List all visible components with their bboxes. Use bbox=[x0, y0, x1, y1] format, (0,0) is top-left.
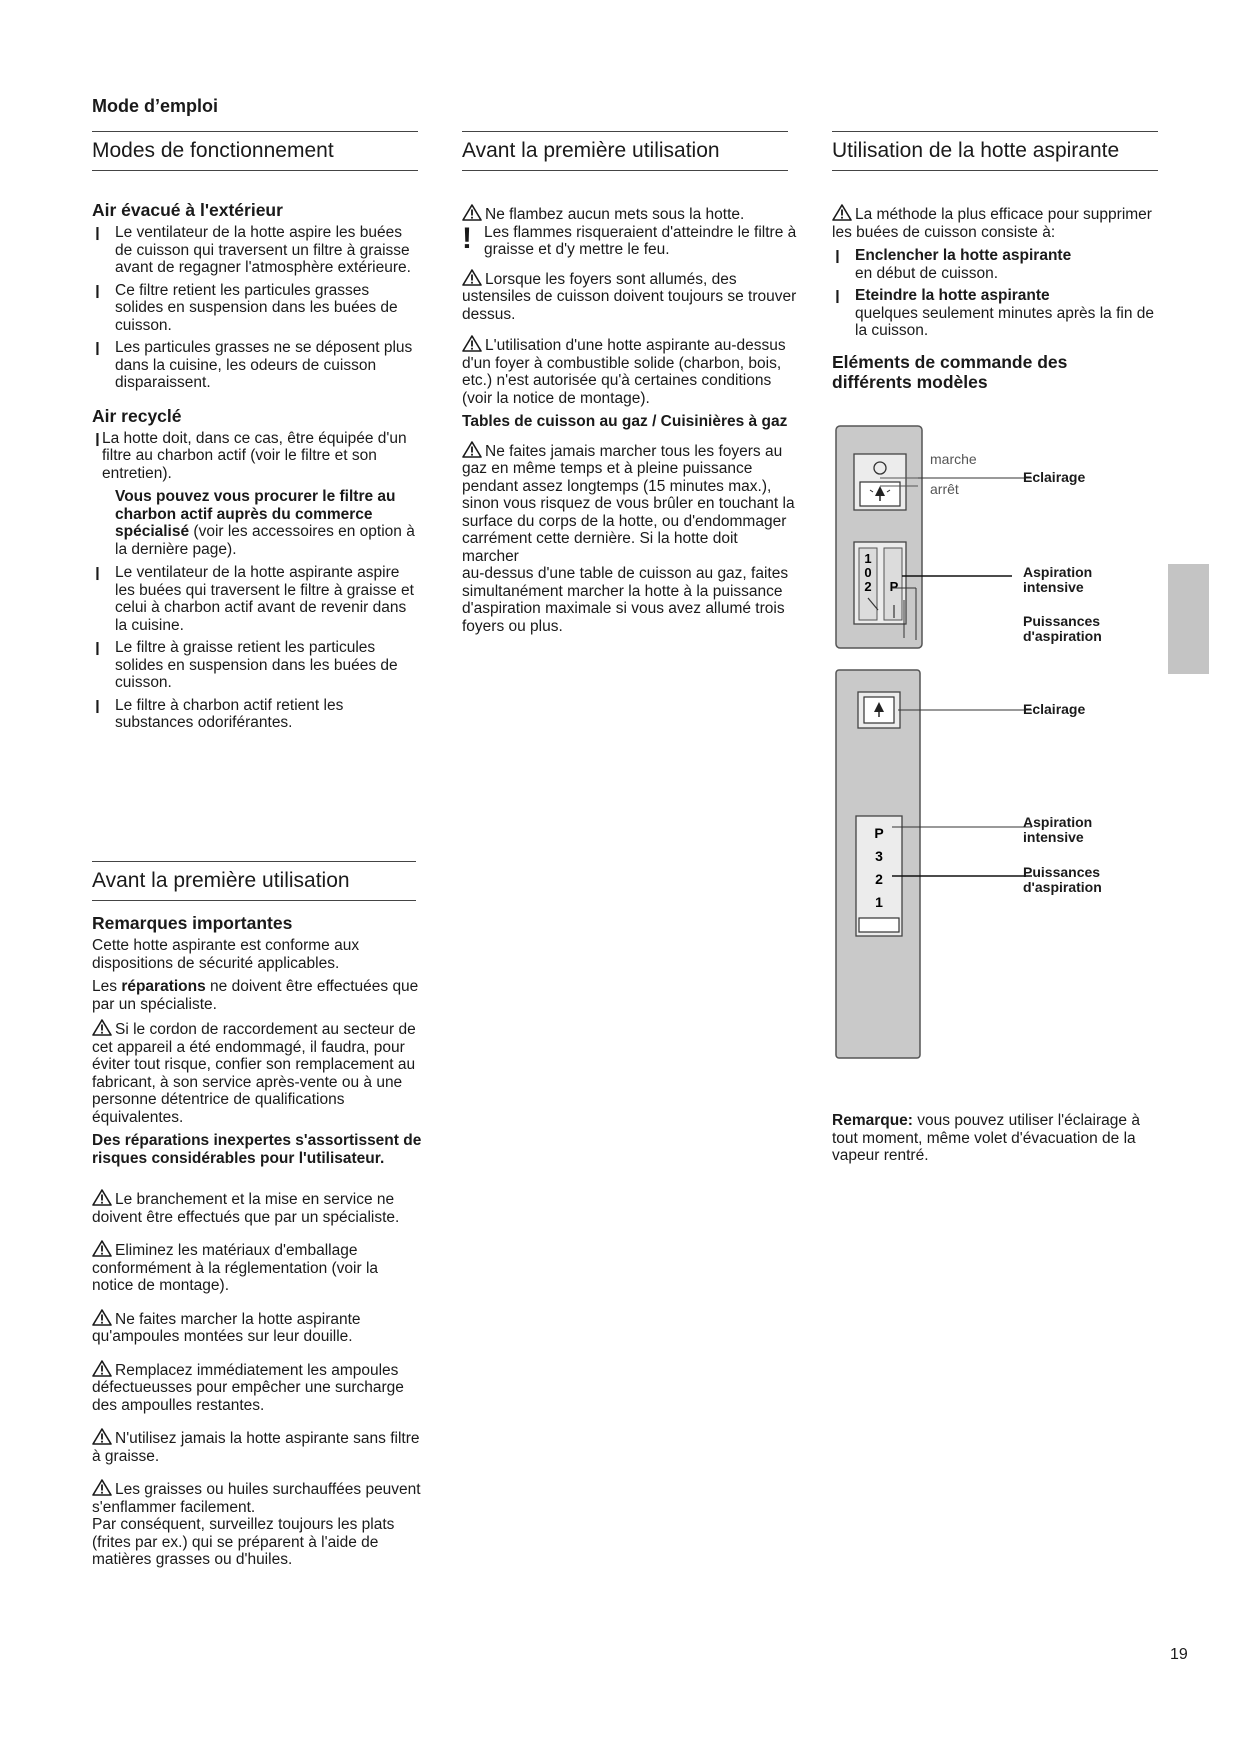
modes-column bbox=[92, 200, 420, 738]
bullet-icon: ❙ bbox=[92, 430, 103, 446]
para: Ne flambez aucun mets sous la hotte. bbox=[462, 204, 798, 224]
svg-text:1: 1 bbox=[875, 894, 883, 910]
bullet-icon: ❙ bbox=[832, 248, 843, 263]
level-2 bbox=[875, 871, 883, 887]
para: Ne faites marcher la hotte aspirante qu'ampoules montées sur leur douille. bbox=[92, 1310, 361, 1345]
warning-icon bbox=[832, 204, 852, 221]
label-marche: marche bbox=[930, 451, 977, 467]
list-item: ❙ La hotte doit, dans ce cas, être équipée d'un filtre au charbon actif (voir le filtre et son entretien). bbox=[92, 429, 407, 482]
warning-icon bbox=[92, 1309, 112, 1326]
side-tab bbox=[1168, 564, 1209, 674]
digit-0 bbox=[864, 565, 871, 580]
section-title-avant-1: Avant la première utilisation bbox=[92, 861, 416, 901]
warning-icon bbox=[92, 1240, 112, 1257]
label-aspiration-2: Aspiration intensive bbox=[1023, 814, 1093, 845]
svg-text:P: P bbox=[874, 825, 884, 841]
para: Par conséquent, surveillez toujours les plats (frites par ex.) qui se préparent à l'aide de matières grasses ou d'huiles. bbox=[92, 1516, 395, 1568]
label-eclairage-2: Eclairage bbox=[1023, 701, 1086, 717]
svg-text:2: 2 bbox=[875, 871, 883, 887]
bullet-icon: ❙ bbox=[92, 340, 103, 355]
bullet-icon: ❙ bbox=[92, 565, 103, 580]
para: ! Les flammes risqueraient d'atteindre le filtre à graisse et d'y mettre le feu. bbox=[462, 221, 797, 258]
heading-remarques: Remarques importantes bbox=[92, 913, 293, 933]
list-item: ❙ Ce filtre retient les particules grasses solides en suspension dans les buées de cuisson. bbox=[92, 281, 398, 334]
list-item: ❙ Le filtre à charbon actif retient les substances odoriférantes. bbox=[92, 696, 344, 731]
para: Le branchement et la mise en service ne doivent être effectués que par un spécialiste. bbox=[92, 1191, 400, 1226]
label-puissances-2: Puissances d'aspiration bbox=[1023, 864, 1102, 895]
para: Les graisses ou huiles surchauffées peuvent s'enflammer facilement. bbox=[92, 1481, 421, 1516]
air-recycle-list bbox=[92, 564, 420, 732]
heading-elements: Eléments de commande des différents modèles bbox=[832, 351, 1068, 392]
para: Lorsque les foyers sont allumés, des ustensiles de cuisson doivent toujours se trouver dessus. bbox=[462, 270, 797, 323]
level-p bbox=[874, 825, 883, 841]
list-item: ❙ Le ventilateur de la hotte aspirante aspire les buées qui traversent le filtre à graisse et celui à charbon actif avant de revenir dans la cuisine. bbox=[92, 564, 414, 634]
para-bold: Des réparations inexpertes s'assortissent de risques considérables pour l'utilisateur. bbox=[92, 1132, 422, 1167]
level-3 bbox=[875, 848, 883, 864]
utilisation-list bbox=[832, 247, 1162, 340]
section-title-modes: Modes de fonctionnement bbox=[92, 131, 418, 171]
list-item: ❙ Eteindre la hotte aspirante quelques seulement minutes après la fin de la cuisson. bbox=[832, 287, 1154, 339]
warning-icon bbox=[462, 269, 482, 286]
para: Si le cordon de raccordement au secteur de cet appareil a été endommagé, il faudra, pour éviter tout risque, confier son remplacement au fabricant, à son service après-vente ou à une personne détentrice de qualifications équivalentes. bbox=[92, 1021, 416, 1126]
label-eclairage-1: Eclairage bbox=[1023, 469, 1086, 485]
warning-icon bbox=[92, 1360, 112, 1377]
exclamation-icon: ! bbox=[462, 221, 472, 255]
para: N'utilisez jamais la hotte aspirante sans filtre à graisse. bbox=[92, 1430, 420, 1465]
label-puissances-1: Puissances d'aspiration bbox=[1023, 613, 1102, 644]
avant-column bbox=[462, 204, 798, 641]
warning-icon bbox=[462, 335, 482, 352]
bullet-icon: ❙ bbox=[832, 288, 843, 303]
warning-icon bbox=[92, 1189, 112, 1206]
digit-2 bbox=[864, 579, 871, 594]
bullet-icon: ❙ bbox=[92, 225, 103, 240]
para: Les réparations ne doivent être effectuées que par un spécialiste. bbox=[92, 978, 419, 1013]
para: Ne faites jamais marcher tous les foyers au gaz en même temps et à pleine puissance pendant assez longtemps (15 minutes max.), sinon vous risquez de vous brûler en touchant la surface du corps de la hotte, ou d'endommager carrément cette dernière. Si la hotte doit marcher bbox=[462, 442, 795, 565]
warning-icon bbox=[92, 1428, 112, 1445]
section-title-avant-2: Avant la première utilisation bbox=[462, 131, 788, 171]
utilisation-column bbox=[832, 204, 1162, 396]
para: Remarque: vous pouvez utiliser l'éclairage à tout moment, même volet d'évacuation de la vapeur rentré. bbox=[832, 1112, 1140, 1164]
remark-note bbox=[832, 1112, 1162, 1171]
warning-icon bbox=[92, 1479, 112, 1496]
heading-air-recycle: Air recyclé bbox=[92, 405, 182, 426]
air-recycle-intro bbox=[92, 430, 420, 483]
list-item: ❙ Le filtre à graisse retient les particules solides en suspension dans les buées de cuisson. bbox=[92, 639, 398, 691]
svg-text:2: 2 bbox=[864, 579, 872, 594]
digit-1 bbox=[864, 551, 871, 566]
svg-text:P: P bbox=[889, 579, 899, 594]
label-arret: arrêt bbox=[930, 481, 959, 497]
svg-text:0: 0 bbox=[864, 565, 872, 580]
list-item: ❙ Le ventilateur de la hotte aspire les buées de cuisson qui traversent un filtre à graisse avant de regagner l'atmosphère extérieure. bbox=[92, 224, 411, 276]
remarques-column bbox=[92, 913, 422, 1575]
para: L'utilisation d'une hotte aspirante au-dessus d'un foyer à combustible solide (charbon, bois, etc.) n'est autorisée qu'à certaines conditions (voir la notice de montage). bbox=[462, 337, 786, 407]
label-aspiration-1: Aspiration intensive bbox=[1023, 564, 1093, 595]
section-title-utilisation: Utilisation de la hotte aspirante bbox=[832, 131, 1158, 171]
heading-gaz: Tables de cuisson au gaz / Cuisinières à gaz bbox=[462, 413, 788, 430]
bullet-icon: ❙ bbox=[92, 282, 103, 298]
para: au-dessus d'une table de cuisson au gaz, faites simultanément marcher la hotte à la puissance d'aspiration maximale si vous avez allumé trois foyers ou plus. bbox=[462, 565, 789, 635]
charcoal-note: Vous pouvez vous procurer le filtre au charbon actif auprès du commerce spécialisé (voir les accessoires en option à la dernière page). bbox=[115, 488, 415, 558]
list-item: ❙ Les particules grasses ne se déposent plus dans la cuisine, les odeurs de cuisson disparaissent. bbox=[92, 339, 413, 391]
svg-text:3: 3 bbox=[875, 848, 883, 864]
heading-air-evacue: Air évacué à l'extérieur bbox=[92, 200, 283, 220]
para: Cette hotte aspirante est conforme aux dispositions de sécurité applicables. bbox=[92, 937, 360, 972]
bullet-icon: ❙ bbox=[92, 640, 103, 655]
air-evacue-list bbox=[92, 224, 420, 392]
document-header: Mode d’emploi bbox=[92, 96, 218, 116]
digit-p bbox=[890, 579, 899, 594]
level-1 bbox=[875, 894, 883, 910]
para: Eliminez les matériaux d'emballage conformément à la réglementation (voir la notice de montage). bbox=[92, 1242, 379, 1294]
warning-icon bbox=[462, 204, 482, 221]
warning-icon bbox=[462, 441, 482, 458]
para: Remplacez immédiatement les ampoules défectueusses pour empêcher une surcharge des ampoulles restantes. bbox=[92, 1361, 404, 1414]
list-item: ❙ Enclencher la hotte aspirante en début de cuisson. bbox=[832, 247, 1072, 282]
svg-text:1: 1 bbox=[864, 551, 872, 566]
bullet-icon: ❙ bbox=[92, 697, 103, 713]
para: La méthode la plus efficace pour supprimer les buées de cuisson consiste à: bbox=[832, 206, 1152, 241]
page-number: 19 bbox=[1170, 1646, 1188, 1663]
warning-icon bbox=[92, 1019, 112, 1036]
